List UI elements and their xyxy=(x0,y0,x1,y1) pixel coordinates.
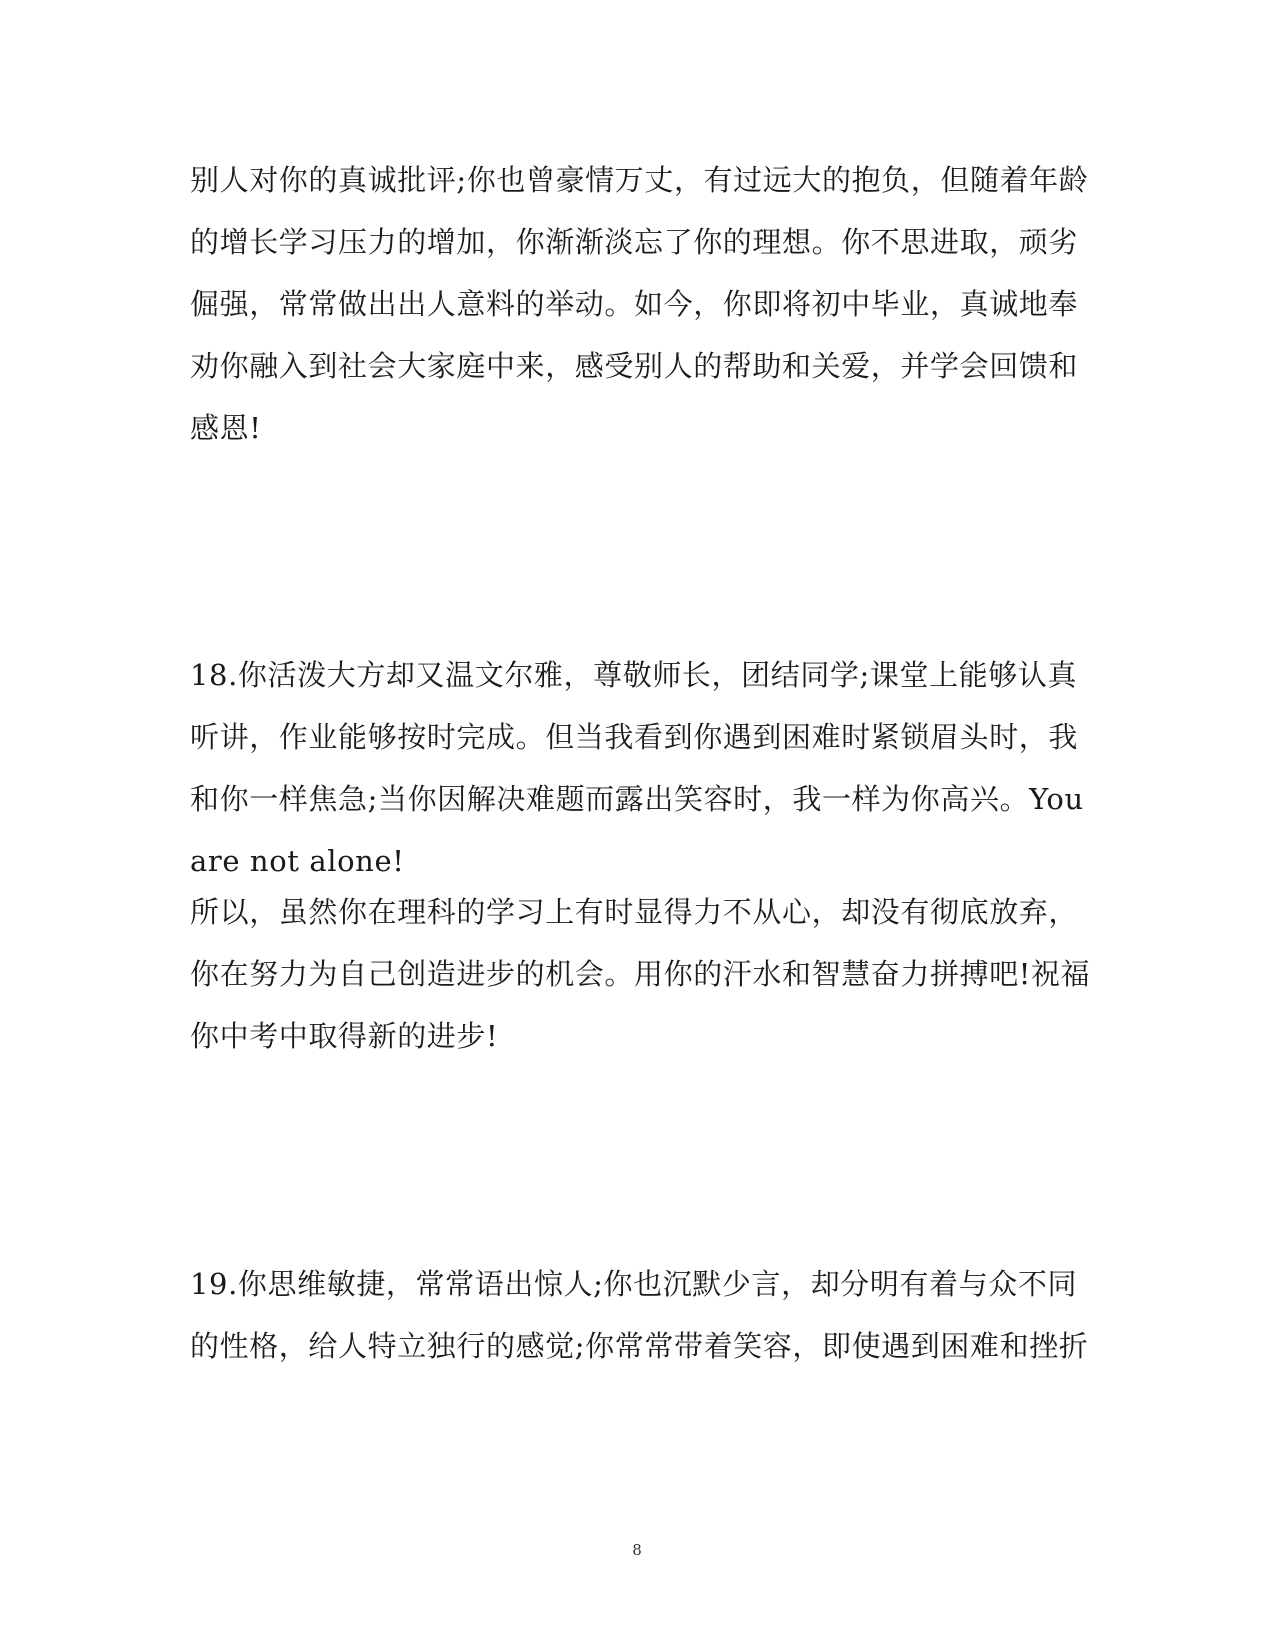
text-line: 劝你融入到社会大家庭中来，感受别人的帮助和关爱，并学会回馈和 xyxy=(190,349,1079,383)
text-line: 18.你活泼大方却又温文尔雅，尊敬师长，团结同学;课堂上能够认真 xyxy=(190,658,1078,692)
text-line: 19.你思维敏捷，常常语出惊人;你也沉默少言，却分明有着与众不同 xyxy=(190,1267,1078,1301)
text-line: 的增长学习压力的增加，你渐渐淡忘了你的理想。你不思进取，顽劣 xyxy=(190,225,1079,259)
text-line: 的性格，给人特立独行的感觉;你常常带着笑容，即使遇到困难和挫折 xyxy=(190,1329,1089,1363)
text-line: 你中考中取得新的进步! xyxy=(190,1019,499,1053)
text-line: 你在努力为自己创造进步的机会。用你的汗水和智慧奋力拼搏吧!祝福 xyxy=(190,957,1091,991)
text-line: 和你一样焦急;当你因解决难题而露出笑容时，我一样为你高兴。You xyxy=(190,782,1084,816)
page-number: 8 xyxy=(632,1541,642,1559)
text-line: 别人对你的真诚批评;你也曾豪情万丈，有过远大的抱负，但随着年龄 xyxy=(190,163,1089,197)
text-line: are not alone! xyxy=(190,844,405,878)
text-line: 所以，虽然你在理科的学习上有时显得力不从心，却没有彻底放弃， xyxy=(190,895,1079,929)
text-line: 听讲，作业能够按时完成。但当我看到你遇到困难时紧锁眉头时，我 xyxy=(190,720,1079,754)
text-line: 感恩! xyxy=(190,411,262,445)
text-line: 倔强，常常做出出人意料的举动。如今，你即将初中毕业，真诚地奉 xyxy=(190,287,1079,321)
